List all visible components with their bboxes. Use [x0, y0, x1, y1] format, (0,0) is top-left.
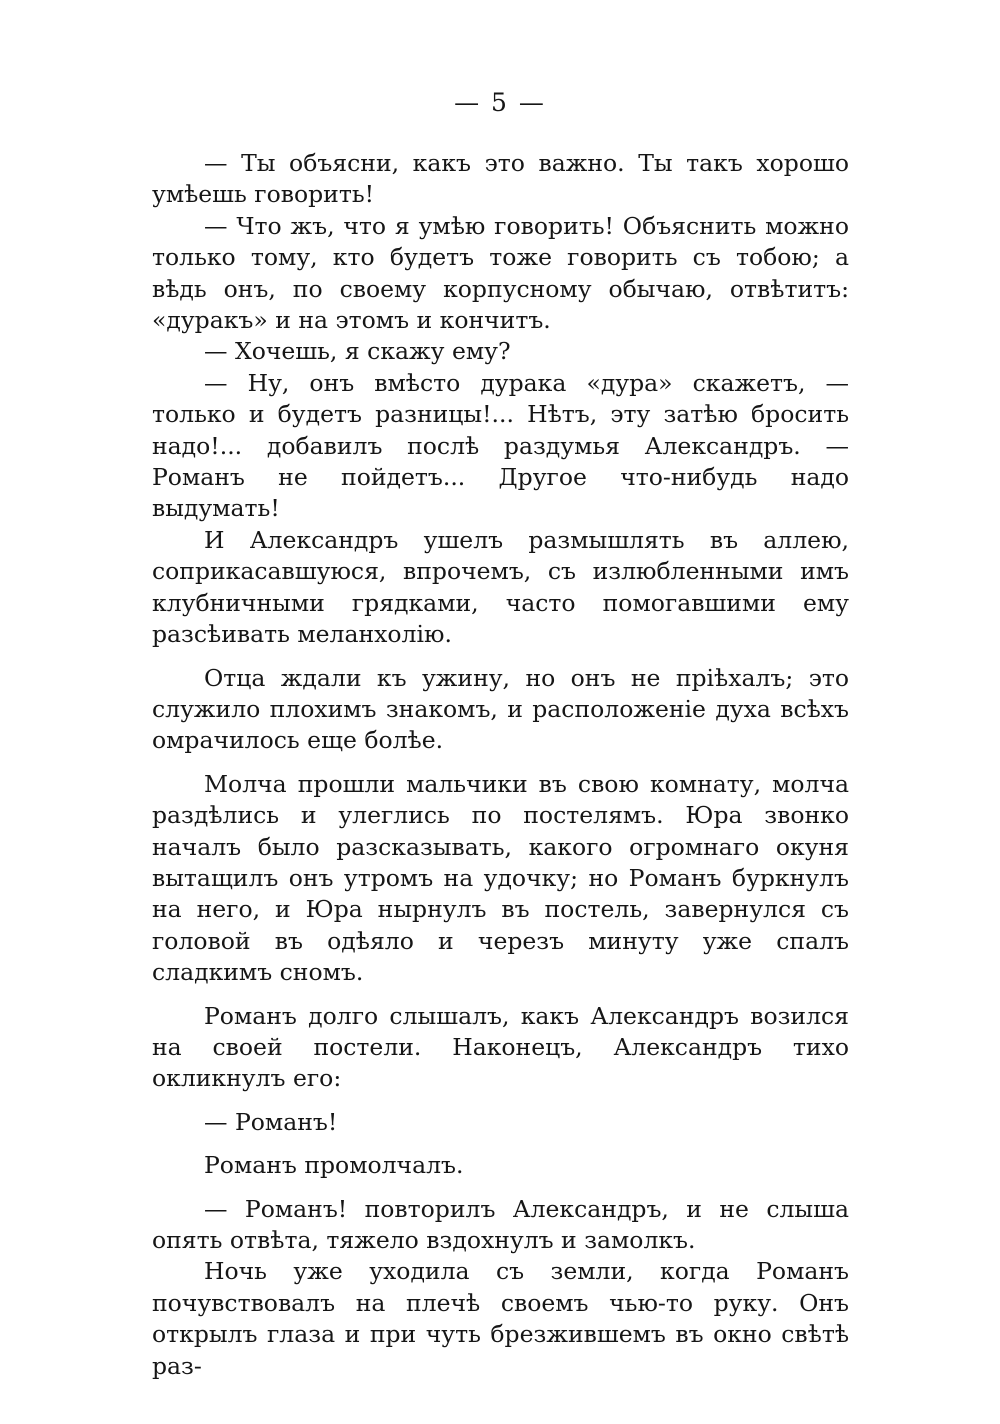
body-text — [152, 148, 849, 1382]
paragraph: — Ты объясни, какъ это важно. Ты такъ хорошо умѣешь говорить! — [152, 149, 849, 209]
paragraph: И Александръ ушелъ размышлять въ аллею, соприкасавшуюся, впрочемъ, съ излюбленными имъ клубничными грядками, часто помогавшими ему разсѣивать меланхолію. — [152, 525, 849, 649]
paragraph: Отца ждали къ ужину, но онъ не пріѣхалъ; это служило плохимъ знакомъ, и расположеніе духа всѣхъ омрачилось еще болѣе. — [152, 663, 849, 755]
paragraph: Романъ промолчалъ. — [204, 1151, 464, 1180]
paragraph: — Романъ! — [204, 1107, 338, 1136]
paragraph: — Хочешь, я скажу ему? — [204, 337, 511, 366]
page-number: — 5 — — [454, 88, 546, 117]
paragraph: — Что жъ, что я умѣю говорить! Объяснить можно только тому, кто будетъ тоже говорить съ тобою; а вѣдь онъ, по своему корпусному обычаю, отвѣтитъ: «дуракъ» и на этомъ и кончитъ. — [152, 211, 849, 335]
paragraph: — Ну, онъ вмѣсто дурака «дура» скажетъ, — только и будетъ разницы!... Нѣтъ, эту затѣю бросить надо!... добавилъ послѣ раздумья Александръ. — Романъ не пойдетъ... Другое что-нибудь надо выдумать! — [152, 368, 849, 523]
paragraph: Молча прошли мальчики въ свою комнату, молча раздѣлись и улеглись по постелямъ. Юра звонко началъ было разсказывать, какого огромнаго окуня вытащилъ онъ утромъ на удочку; но Романъ буркнулъ на него, и Юра нырнулъ въ постель, завернулся съ головой въ одѣяло и черезъ минуту уже спалъ сладкимъ сномъ. — [152, 769, 849, 987]
paragraph: Романъ долго слышалъ, какъ Александръ возился на своей постели. Наконецъ, Александръ тихо окликнулъ его: — [152, 1001, 849, 1093]
paragraph: Ночь уже уходила съ земли, когда Романъ почувствовалъ на плечѣ своемъ чью-то руку. Онъ открылъ глаза и при чуть брезжившемъ въ окно свѣтѣ раз- — [152, 1257, 849, 1380]
paragraph: — Романъ! повторилъ Александръ, и не слыша опять отвѣта, тяжело вздохнулъ и замолкъ. — [152, 1194, 849, 1254]
